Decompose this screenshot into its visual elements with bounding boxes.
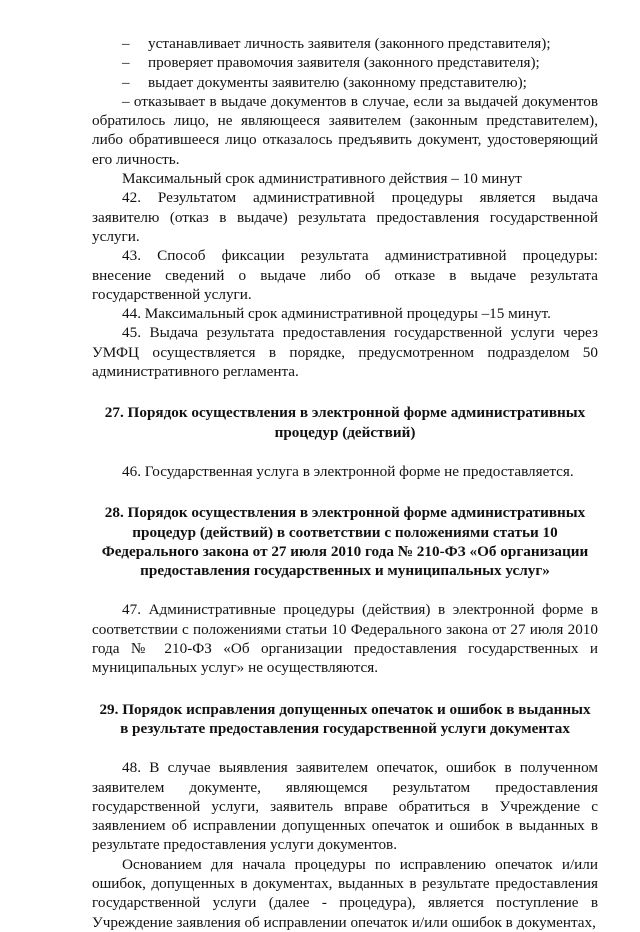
dash-marker: – [122,35,130,52]
paragraph-46: 46. Государственная услуга в электронной форме не предоставляется. [122,462,574,480]
paragraph-48: 48. В случае выявления заявителем опечаток, ошибок в полученном заявителем документе, являющемся результатом предоставления государственной услуги, заявитель вправе обратиться в Учреждение с заявлением об исправлении допущенных опечаток и ошибок в выданных в результате предоставления услуги документов. [92,759,598,854]
paragraph-47: 47. Административные процедуры (действия) в электронной форме в соответствии с положениями статьи 10 Федерального закона от 27 июля 2010 года № 210-ФЗ «Об организации предоставления государственных и муниципальных услуг» не осуществляются. [92,601,598,677]
paragraph-48-basis: Основанием для начала процедуры по исправлению опечаток и/или ошибок, допущенных в документах, выданных в результате предоставления государственной услуги (далее - процедура), является поступление в Учреждение заявления об исправлении опечаток и/или ошибок в документах, [92,855,598,931]
section-28-heading: 28. Порядок осуществления в электронной форме административных процедур (действий) в соответствии с положениями статьи 10 Федерального закона от 27 июля 2010 года № 210-ФЗ «Об организации предоставления государственных и муниципальных услуг» [101,504,589,580]
dash-marker: – [122,54,130,72]
paragraph-45: 45. Выдача результата предоставления государственной услуги через УМФЦ осуществляется в порядке, предусмотренном подразделом 50 административного регламента. [92,324,598,381]
max-time-action: Максимальный срок административного действия – 10 минут [122,170,522,188]
list-item [92,53,598,72]
list-item [92,73,598,92]
section-29-heading: 29. Порядок исправления допущенных опечаток и ошибок в выданных в результате предоставления государственной услуги документах [99,700,591,737]
list-item-text: выдает документы заявителю (законному представителю); [148,73,527,91]
section-27-heading: 27. Порядок осуществления в электронной форме административных процедур (действий) [104,404,586,441]
refusal-list-item: – отказывает в выдаче документов в случае, если за выдачей документов обратилось лицо, не являющееся заявителем (законным представителем), либо обратившееся лицо отказалось предъявить документ, удостоверяющий его личность. [92,92,598,168]
paragraph-44: 44. Максимальный срок административной процедуры –15 минут. [122,305,551,323]
dash-marker: – [122,73,130,91]
paragraph-42: 42. Результатом административной процедуры является выдача заявителю (отказ в выдаче) результата предоставления государственной услуги. [92,189,598,245]
list-item-text: проверяет правомочия заявителя (законного представителя); [148,54,540,72]
list-item [92,34,598,53]
paragraph-43: 43. Способ фиксации результата административной процедуры: внесение сведений о выдаче либо об отказе в выдаче результата государственной услуги. [92,247,598,303]
list-item-text: устанавливает личность заявителя (законного представителя); [148,35,551,52]
